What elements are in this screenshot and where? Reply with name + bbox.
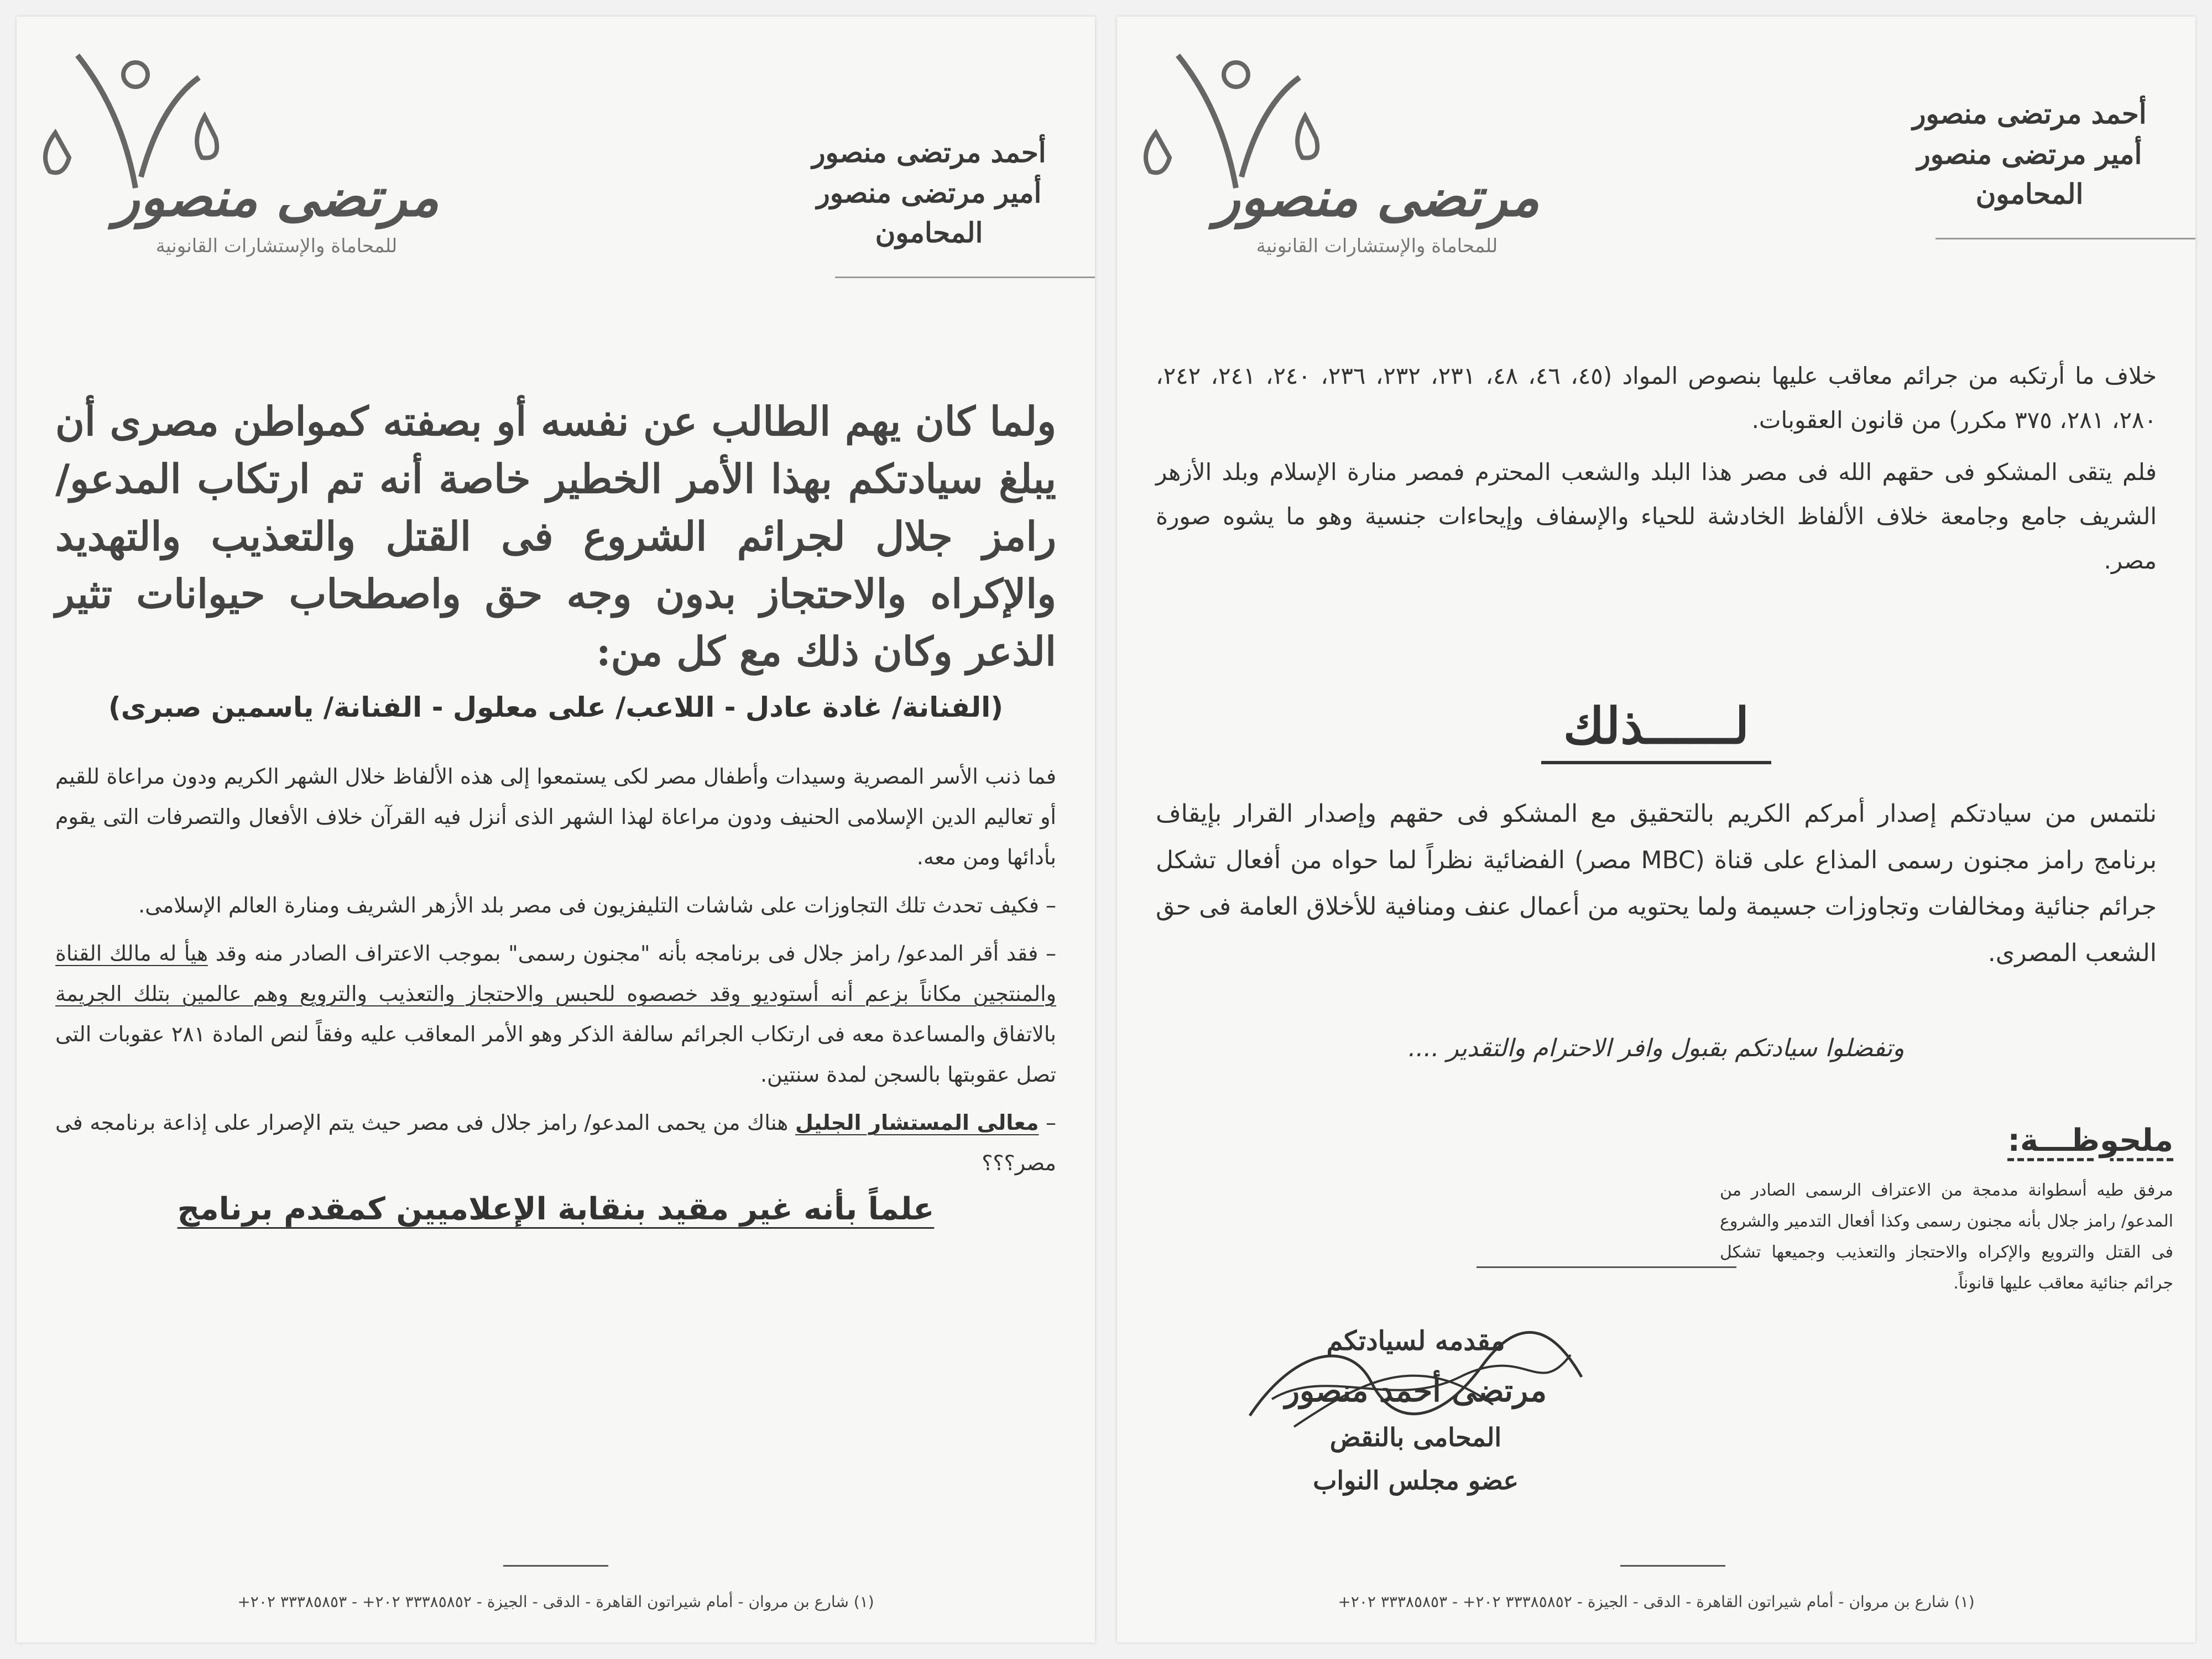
- right-body-request: [1156, 791, 2157, 984]
- signature-role: عضو مجلس النواب: [1313, 1465, 1519, 1495]
- articles-paragraph: خلاف ما أرتكبه من جرائم معاقب عليها بنصوص المواد (٤٥، ٤٦، ٤٨، ٢٣١، ٢٣٢، ٢٣٦، ٢٤٠، ٢٤١، ٢٤٢، ٢٨٠، ٢٨١، ٣٧٥ مكرر) من قانون العقوبات.: [1156, 362, 2157, 434]
- note-label: ملحوظـــة:: [2007, 1123, 2173, 1159]
- bullet-3: [55, 1103, 1056, 1183]
- note-text: مرفق طيه أسطوانة مدمجة من الاعتراف الرسمى الصادر من المدعو/ رامز جلال بأنه مجنون رسمى وكذا أفعال التدمير والشروع فى القتل والترويع والإكراه والاحتجاز والتعذيب وجميعها تشكل جرائم جنائية معاقب عليها قانوناً.: [1720, 1181, 2173, 1293]
- footer-divider: [503, 1565, 608, 1567]
- bullet-2-text-a: فقد أقر المدعو/ رامز جلال فى برنامجه بأنه "مجنون رسمى" بموجب الاعتراف الصادر منه وقد: [215, 941, 1039, 966]
- lawyer-name-2: أمير مرتضى منصور: [816, 176, 1042, 209]
- lawyer-name-1: أحمد مرتضى منصور: [1912, 97, 2147, 130]
- header-divider: [835, 276, 1095, 278]
- signature-scribble-icon: [1228, 1316, 1604, 1438]
- signature-presented-by: مقدمه لسيادتكم: [1326, 1326, 1505, 1357]
- logo: [1139, 44, 1540, 257]
- request-paragraph: نلتمس من سيادتكم إصدار أمركم الكريم بالتحقيق مع المشكو فى حقهم وإصدار القرار بإيقاف برنامج رامز مجنون رسمى المذاع على قناة (MBC مصر) الفضائية نظراً لما حواه من أفعال تشكل جرائم جنائية ومخالفات وتجاوزات جسيمة ولما يحتويه من أعمال عنف ومنافية للأخلاق العامة فى حق الشعب المصرى.: [1156, 800, 2157, 967]
- header-divider: [1936, 238, 2195, 239]
- bullet-2: [55, 933, 1056, 1095]
- intro-paragraph: ولما كان يهم الطالب عن نفسه أو بصفته كمواطن مصرى أن يبلغ سيادتكم بهذا الأمر الخطير خاصة أنه تم ارتكاب المدعو/ رامز جلال لجرائم الشروع فى القتل والتعذيب والتهديد والإكراه والاحتجاز بدون وجه حق واصطحاب حيوانات تثير الذعر وكان ذلك مع كل من:: [55, 398, 1056, 675]
- logo-subtitle: للمحاماة والإستشارات القانونية: [155, 235, 398, 257]
- letter-page-right: [1117, 17, 2195, 1642]
- lawyers-header: [1886, 94, 2173, 215]
- note-divider: [1477, 1266, 1736, 1268]
- right-body-top: [1156, 354, 2157, 591]
- conclusion-line: علماً بأنه غير مقيد بنقابة الإعلاميين كمقدم برنامج: [177, 1191, 935, 1227]
- footer-address: (١) شارع بن مروان - أمام شيراتون القاهرة - الدقى - الجيزة - ٣٣٣٨٥٨٥٢ ٢٠٢+ - ٣٣٣٨٥٨٥٣ ٢٠٢+: [237, 1593, 874, 1611]
- bullet-2-underlined: هيأ له مالك القناة والمنتجين مكاناً بزعم أنه أستوديو وقد خصصوه للحبس والاحتجاز والتعذيب والترويع وهم عالمين بتلك الجريمة: [55, 941, 1056, 1006]
- logo-name: مرتضى منصور: [114, 166, 439, 228]
- signature-title: المحامى بالنقض: [1329, 1422, 1502, 1452]
- signature-name: مرتضى أحمد منصور: [1284, 1373, 1547, 1409]
- footer-address: (١) شارع بن مروان - أمام شيراتون القاهرة - الدقى - الجيزة - ٣٣٣٨٥٨٥٢ ٢٠٢+ - ٣٣٣٨٥٨٥٣ ٢٠٢+: [1338, 1593, 1975, 1611]
- bullet-3-text: هناك من يحمى المدعو/ رامز جلال فى مصر حيث يتم الإصرار على إذاعة برنامجه فى مصر؟؟؟: [55, 1110, 1056, 1175]
- bullet-2-text-c: بالاتفاق والمساعدة معه فى ارتكاب الجرائم سالفة الذكر وهو الأمر المعاقب عليه وفقاً لنص المادة ٢٨١ عقوبات التى تصل عقوبتها بالسجن لمدة سنتين.: [55, 1022, 1056, 1087]
- bullet-3-title: معالى المستشار الجليل: [795, 1110, 1039, 1135]
- heading-therefore: لــــــذلك: [1117, 697, 2195, 755]
- lawyers-title: المحامون: [1975, 178, 2084, 210]
- signature-block: [1228, 1316, 1604, 1502]
- names-list: (الفنانة/ غادة عادل - اللاعب/ على معلول - الفنانة/ ياسمين صبرى): [108, 691, 1004, 723]
- closing-line: وتفضلوا سيادتكم بقبول وافر الاحترام والتقدير ....: [1408, 1034, 1905, 1062]
- logo-subtitle: للمحاماة والإستشارات القانونية: [1256, 235, 1498, 257]
- letter-page-left: [17, 17, 1095, 1642]
- lawyers-header: [785, 133, 1073, 253]
- morality-paragraph: فلم يتقى المشكو فى حقهم الله فى مصر هذا البلد والشعب المحترم فمصر منارة الإسلام وبلد الأزهر الشريف جامع وجامعة خلاف الألفاظ الخادشة للحياء والإسفاف وإيحاءات جنسية وهو ما يشوه صورة مصر.: [1156, 458, 2157, 574]
- left-body: [55, 393, 1056, 1227]
- paragraph-1: فما ذنب الأسر المصرية وسيدات وأطفال مصر لكى يستمعوا إلى هذه الألفاظ خلال الشهر الكريم ودون مراعاة للقيم أو تعاليم الدين الإسلامى الحنيف ودون مراعاة لهذا الشهر الذى أنزل فيه القرآن خلاف الأفعال والتصرفات التى يقوم بأدائها ومن معه.: [55, 764, 1056, 869]
- bullet-1: – فكيف تحدث تلك التجاوزات على شاشات التليفزيون فى مصر بلد الأزهر الشريف ومنارة العالم الإسلامى.: [55, 885, 1056, 926]
- logo: [39, 44, 439, 257]
- lawyers-title: المحامون: [875, 216, 983, 249]
- logo-name: مرتضى منصور: [1214, 166, 1540, 228]
- lawyer-name-1: أحمد مرتضى منصور: [812, 136, 1046, 169]
- lawyer-name-2: أمير مرتضى منصور: [1917, 137, 2142, 170]
- footer-divider: [1620, 1565, 1725, 1567]
